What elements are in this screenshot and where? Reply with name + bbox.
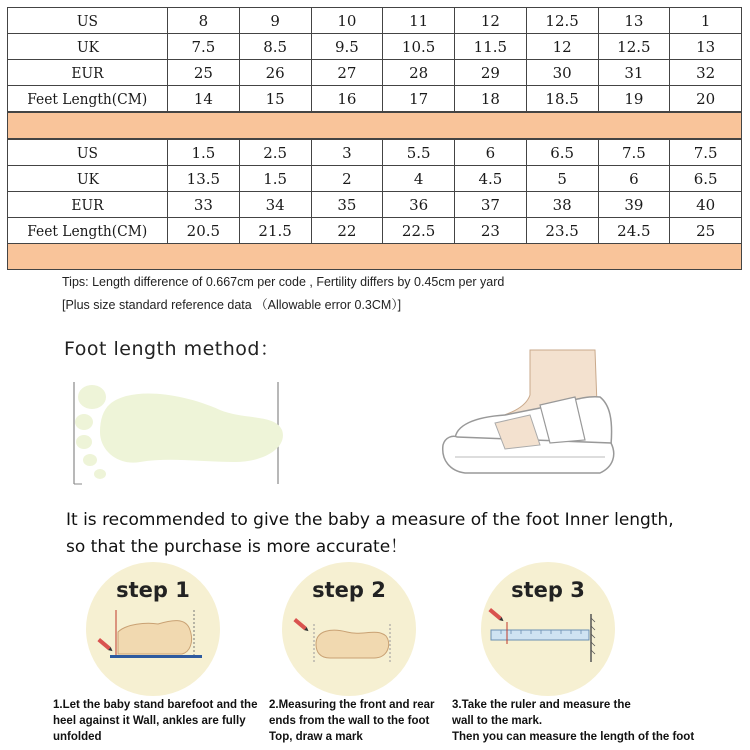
size-cell: 7.5 bbox=[670, 140, 742, 166]
step-1-title: step 1 bbox=[116, 578, 190, 602]
separator-band-1 bbox=[7, 112, 742, 139]
size-cell: 27 bbox=[311, 60, 383, 86]
size-cell: 4 bbox=[383, 166, 455, 192]
caption-line: Then you can measure the length of the foot bbox=[452, 731, 695, 743]
caption-line: 2.Measuring the front and rear bbox=[269, 699, 435, 711]
size-cell: 39 bbox=[598, 192, 670, 218]
row-label-text: Feet Length(CM) bbox=[27, 221, 148, 240]
size-row bbox=[8, 86, 742, 112]
size-row bbox=[8, 34, 742, 60]
size-cell: 40 bbox=[670, 192, 742, 218]
size-cell: 36 bbox=[383, 192, 455, 218]
size-cell: 33 bbox=[168, 192, 240, 218]
size-cell: 21.5 bbox=[239, 218, 311, 244]
size-cell: 2.5 bbox=[239, 140, 311, 166]
step-1-illustration bbox=[86, 562, 220, 696]
size-table-2 bbox=[7, 139, 742, 244]
size-cell: 13 bbox=[670, 34, 742, 60]
size-cell: 12 bbox=[455, 8, 527, 34]
foot-shape bbox=[75, 385, 283, 479]
size-row bbox=[8, 8, 742, 34]
size-cell: 5 bbox=[526, 166, 598, 192]
tips-text: Tips: Length difference of 0.667cm per code , Fertility differs by 0.45cm per yard bbox=[62, 275, 505, 289]
step-3-card bbox=[481, 562, 615, 696]
size-row bbox=[8, 192, 742, 218]
step-1-card bbox=[86, 562, 220, 696]
row-label bbox=[8, 86, 168, 112]
size-cell: 15 bbox=[239, 86, 311, 112]
size-cell: 1 bbox=[670, 8, 742, 34]
caption-line: unfolded bbox=[53, 731, 102, 743]
pencil-icon bbox=[97, 638, 113, 653]
step-2-card bbox=[282, 562, 416, 696]
size-cell: 38 bbox=[526, 192, 598, 218]
row-label bbox=[8, 34, 168, 60]
step-3-title: step 3 bbox=[511, 578, 585, 602]
row-label-text: US bbox=[76, 143, 99, 162]
row-label bbox=[8, 8, 168, 34]
size-cell: 12.5 bbox=[526, 8, 598, 34]
size-cell: 13 bbox=[598, 8, 670, 34]
caption-line: 1.Let the baby stand barefoot and the bbox=[53, 699, 258, 711]
caption-line: ends from the wall to the foot bbox=[269, 715, 430, 727]
size-cell: 23 bbox=[455, 218, 527, 244]
caption-line: heel against it Wall, ankles are fully bbox=[53, 715, 246, 727]
size-cell: 20 bbox=[670, 86, 742, 112]
size-cell: 25 bbox=[168, 60, 240, 86]
size-cell: 29 bbox=[455, 60, 527, 86]
size-cell: 8 bbox=[168, 8, 240, 34]
method-title: Foot length method： bbox=[64, 338, 280, 360]
size-cell: 26 bbox=[239, 60, 311, 86]
size-cell: 18 bbox=[455, 86, 527, 112]
size-cell: 13.5 bbox=[168, 166, 240, 192]
row-label bbox=[8, 60, 168, 86]
caption-line: 3.Take the ruler and measure the bbox=[452, 699, 631, 711]
footprint-illustration bbox=[70, 362, 290, 497]
tips-note: [Plus size standard reference data （Allowable error 0.3CM）] bbox=[62, 298, 402, 312]
separator-band-2 bbox=[7, 243, 742, 270]
size-cell: 25 bbox=[670, 218, 742, 244]
size-cell: 8.5 bbox=[239, 34, 311, 60]
size-cell: 24.5 bbox=[598, 218, 670, 244]
recommendation-text-2: so that the purchase is more accurate！ bbox=[66, 537, 408, 557]
size-table-1 bbox=[7, 7, 742, 112]
size-cell: 32 bbox=[670, 60, 742, 86]
row-label-text: US bbox=[76, 11, 99, 30]
size-cell: 30 bbox=[526, 60, 598, 86]
size-cell: 19 bbox=[598, 86, 670, 112]
size-cell: 20.5 bbox=[168, 218, 240, 244]
size-cell: 1.5 bbox=[168, 140, 240, 166]
size-cell: 7.5 bbox=[598, 140, 670, 166]
step-1-caption bbox=[53, 697, 257, 745]
size-cell: 22 bbox=[311, 218, 383, 244]
row-label-text: Feet Length(CM) bbox=[27, 89, 148, 108]
size-cell: 31 bbox=[598, 60, 670, 86]
shoe-foot-illustration bbox=[435, 345, 625, 495]
size-cell: 12.5 bbox=[598, 34, 670, 60]
size-cell: 14 bbox=[168, 86, 240, 112]
size-cell: 1.5 bbox=[239, 166, 311, 192]
size-cell: 3 bbox=[311, 140, 383, 166]
size-cell: 5.5 bbox=[383, 140, 455, 166]
size-cell: 6 bbox=[455, 140, 527, 166]
size-cell: 10.5 bbox=[383, 34, 455, 60]
row-label-text: EUR bbox=[71, 195, 104, 214]
row-label bbox=[8, 166, 168, 192]
step-2-illustration bbox=[282, 562, 416, 696]
row-label bbox=[8, 192, 168, 218]
size-cell: 9 bbox=[239, 8, 311, 34]
size-cell: 22.5 bbox=[383, 218, 455, 244]
row-label-text: UK bbox=[76, 37, 99, 56]
size-cell: 12 bbox=[526, 34, 598, 60]
size-cell: 16 bbox=[311, 86, 383, 112]
pencil-icon bbox=[293, 618, 309, 633]
size-row bbox=[8, 218, 742, 244]
size-row bbox=[8, 166, 742, 192]
size-cell: 18.5 bbox=[526, 86, 598, 112]
size-cell: 37 bbox=[455, 192, 527, 218]
row-label bbox=[8, 218, 168, 244]
size-cell: 10 bbox=[311, 8, 383, 34]
row-label bbox=[8, 140, 168, 166]
size-cell: 11 bbox=[383, 8, 455, 34]
size-cell: 6 bbox=[598, 166, 670, 192]
step-3-illustration bbox=[481, 562, 615, 696]
row-label-text: EUR bbox=[71, 63, 104, 82]
caption-line: wall to the mark. bbox=[452, 715, 543, 727]
size-row bbox=[8, 60, 742, 86]
size-cell: 2 bbox=[311, 166, 383, 192]
size-cell: 6.5 bbox=[670, 166, 742, 192]
step-2-title: step 2 bbox=[312, 578, 386, 602]
pencil-icon bbox=[488, 608, 504, 623]
size-row bbox=[8, 140, 742, 166]
size-cell: 11.5 bbox=[455, 34, 527, 60]
size-cell: 28 bbox=[383, 60, 455, 86]
size-cell: 17 bbox=[383, 86, 455, 112]
size-cell: 6.5 bbox=[526, 140, 598, 166]
caption-line: Top, draw a mark bbox=[269, 731, 363, 743]
size-cell: 35 bbox=[311, 192, 383, 218]
size-cell: 4.5 bbox=[455, 166, 527, 192]
size-cell: 23.5 bbox=[526, 218, 598, 244]
row-label-text: UK bbox=[76, 169, 99, 188]
step-3-caption bbox=[452, 697, 694, 745]
recommendation-text: It is recommended to give the baby a measure of the foot Inner length, bbox=[66, 510, 674, 530]
step-2-caption bbox=[269, 697, 435, 745]
size-cell: 7.5 bbox=[168, 34, 240, 60]
size-cell: 34 bbox=[239, 192, 311, 218]
size-cell: 9.5 bbox=[311, 34, 383, 60]
